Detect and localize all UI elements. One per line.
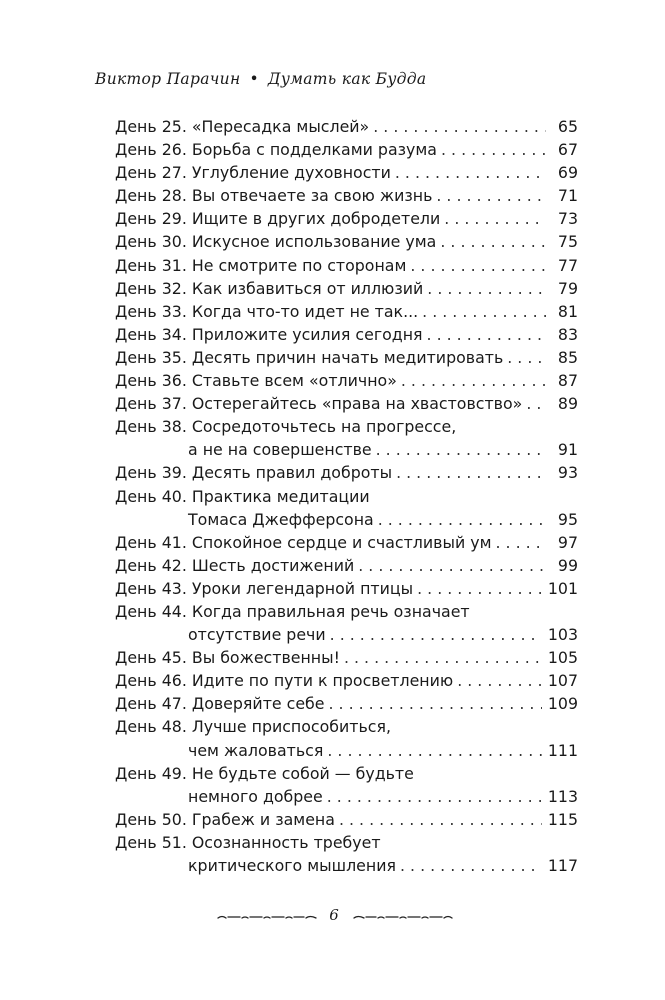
- dot-leader: [376, 438, 546, 461]
- left-ornament-icon: [216, 912, 318, 922]
- toc-entry-continuation: [115, 739, 578, 762]
- toc-entry-line: [115, 600, 578, 623]
- toc-page-number: 73: [557, 209, 578, 229]
- toc-entry-title: День 35. Десять причин начать медитировать: [115, 347, 504, 367]
- toc-page-number: 81: [557, 301, 578, 321]
- toc-page-number: 107: [547, 671, 578, 691]
- toc-entry-line: [115, 577, 578, 600]
- toc-entry-title: отсутствие речи: [188, 625, 326, 645]
- toc-page-number: 113: [547, 786, 578, 806]
- right-ornament-icon: [352, 912, 454, 922]
- toc-page-number: 99: [557, 555, 578, 575]
- toc-entry-title: День 25. «Пересадка мыслей»: [115, 117, 370, 136]
- running-header: [95, 70, 426, 88]
- toc-entry-title: День 49. Не будьте собой — будьте: [115, 763, 414, 783]
- toc-page-number: 79: [557, 278, 578, 298]
- toc-page-number: 103: [547, 625, 578, 645]
- dot-leader: [339, 808, 542, 831]
- toc-page-number: 105: [547, 648, 578, 668]
- toc-entry-line: [115, 831, 578, 854]
- toc-page-number: 91: [557, 440, 578, 460]
- toc-entry-title: День 39. Десять правил доброты: [115, 463, 393, 483]
- dot-leader: [507, 346, 546, 369]
- table-of-contents: [115, 115, 578, 877]
- toc-entry: [115, 115, 578, 138]
- toc-entry-title: День 47. Доверяйте себе: [115, 694, 325, 714]
- toc-entry: [115, 392, 578, 415]
- toc-entry-title: а не на совершенстве: [188, 440, 372, 460]
- dot-leader: [358, 554, 546, 577]
- toc-entry-title: Томаса Джефферсона: [188, 509, 374, 529]
- header-book-title: Думать как Будда: [267, 70, 427, 88]
- dot-leader: [327, 785, 542, 808]
- toc-entry-title: День 50. Грабеж и замена: [115, 809, 335, 829]
- toc-entry-title: День 48. Лучше приспособиться,: [115, 717, 391, 737]
- toc-entry-title: День 36. Ставьте всем «отлично»: [115, 371, 397, 391]
- dot-leader: [378, 508, 546, 531]
- dot-leader: [401, 369, 546, 392]
- toc-entry-line: [115, 369, 578, 392]
- dot-leader: [496, 531, 546, 554]
- toc-entry-line: [115, 692, 578, 715]
- toc-page-number: 111: [547, 740, 578, 760]
- toc-entry: [115, 415, 578, 461]
- toc-entry: [115, 254, 578, 277]
- dot-leader: [395, 161, 546, 184]
- dot-leader: [526, 392, 546, 415]
- toc-entry: [115, 369, 578, 392]
- toc-page-number: 89: [557, 394, 578, 414]
- toc-entry-continuation: [115, 508, 578, 531]
- header-author: Виктор Парачин: [95, 70, 241, 88]
- toc-page-number: 75: [557, 232, 578, 252]
- dot-leader: [444, 207, 546, 230]
- dot-leader: [327, 739, 541, 762]
- toc-entry-line: [115, 254, 578, 277]
- toc-page-number: 95: [557, 509, 578, 529]
- toc-entry-title: критического мышления: [188, 856, 396, 875]
- dot-leader: [373, 115, 546, 138]
- toc-entry-title: День 42. Шесть достижений: [115, 555, 355, 575]
- toc-page-number: 69: [557, 163, 578, 183]
- toc-page-number: 101: [547, 578, 578, 598]
- toc-entry: [115, 184, 578, 207]
- toc-entry-line: [115, 277, 578, 300]
- toc-page-number: 117: [547, 856, 578, 875]
- page-footer: [0, 906, 665, 928]
- toc-page-number: 77: [557, 255, 578, 275]
- toc-entry-title: День 27. Углубление духовности: [115, 163, 391, 183]
- toc-entry-title: День 32. Как избавиться от иллюзий: [115, 278, 424, 298]
- dot-leader: [427, 323, 546, 346]
- toc-entry-title: День 45. Вы божественны!: [115, 648, 340, 668]
- toc-page-number: 109: [547, 694, 578, 714]
- dot-leader: [410, 254, 546, 277]
- toc-entry: [115, 554, 578, 577]
- toc-entry-continuation: [115, 854, 578, 877]
- dot-leader: [330, 623, 542, 646]
- toc-page-number: 67: [557, 140, 578, 160]
- toc-page-number: 85: [557, 347, 578, 367]
- toc-entry-title: День 38. Сосредоточьтесь на прогрессе,: [115, 417, 457, 437]
- toc-entry: [115, 323, 578, 346]
- toc-entry: [115, 346, 578, 369]
- toc-entry-line: [115, 138, 578, 161]
- toc-entry-title: День 26. Борьба с подделками разума: [115, 140, 437, 160]
- toc-entry-line: [115, 115, 578, 138]
- toc-entry-continuation: [115, 623, 578, 646]
- toc-page-number: 93: [557, 463, 578, 483]
- toc-entry-title: День 51. Осознанность требует: [115, 832, 381, 852]
- toc-entry-line: [115, 461, 578, 484]
- toc-entry: [115, 485, 578, 531]
- toc-entry: [115, 646, 578, 669]
- toc-entry-title: День 40. Практика медитации: [115, 486, 370, 506]
- toc-entry-line: [115, 161, 578, 184]
- toc-entry-line: [115, 323, 578, 346]
- toc-entry-title: День 29. Ищите в других добродетели: [115, 209, 441, 229]
- toc-entry-line: [115, 646, 578, 669]
- toc-page-number: 97: [557, 532, 578, 552]
- toc-entry-line: [115, 762, 578, 785]
- header-separator: •: [249, 70, 259, 88]
- dot-leader: [417, 577, 542, 600]
- toc-entry-line: [115, 207, 578, 230]
- toc-entry-continuation: [115, 438, 578, 461]
- toc-page-number: 87: [557, 371, 578, 391]
- dot-leader: [396, 461, 546, 484]
- dot-leader: [329, 692, 542, 715]
- toc-entry-title: День 30. Искусное использование ума: [115, 232, 437, 252]
- toc-entry-title: чем жаловаться: [188, 740, 324, 760]
- toc-entry: [115, 692, 578, 715]
- toc-entry: [115, 831, 578, 877]
- toc-entry: [115, 669, 578, 692]
- toc-entry-title: День 44. Когда правильная речь означает: [115, 601, 470, 621]
- toc-entry-line: [115, 392, 578, 415]
- toc-entry-line: [115, 554, 578, 577]
- toc-entry-title: День 43. Уроки легендарной птицы: [115, 578, 414, 598]
- toc-page-number: 83: [557, 324, 578, 344]
- page-number: 6: [329, 906, 339, 924]
- dot-leader: [400, 854, 542, 877]
- toc-entry-title: немного добрее: [188, 786, 323, 806]
- toc-entry-line: [115, 531, 578, 554]
- toc-entry-line: [115, 715, 578, 738]
- toc-entry-line: [115, 346, 578, 369]
- dot-leader: [422, 300, 546, 323]
- dot-leader: [457, 669, 542, 692]
- toc-entry-line: [115, 485, 578, 508]
- toc-entry: [115, 207, 578, 230]
- toc-entry-line: [115, 669, 578, 692]
- toc-entry: [115, 230, 578, 253]
- toc-entry-continuation: [115, 785, 578, 808]
- toc-entry: [115, 808, 578, 831]
- toc-entry: [115, 277, 578, 300]
- dot-leader: [441, 138, 546, 161]
- toc-entry: [115, 762, 578, 808]
- toc-entry: [115, 577, 578, 600]
- toc-entry-title: День 31. Не смотрите по сторонам: [115, 255, 407, 275]
- toc-entry: [115, 461, 578, 484]
- toc-entry: [115, 600, 578, 646]
- dot-leader: [427, 277, 546, 300]
- dot-leader: [344, 646, 542, 669]
- toc-entry: [115, 531, 578, 554]
- toc-entry: [115, 138, 578, 161]
- toc-entry-line: [115, 415, 578, 438]
- toc-entry-title: День 34. Приложите усилия сегодня: [115, 324, 423, 344]
- toc-entry-title: День 33. Когда что-то идет не так...: [115, 301, 419, 321]
- toc-entry-line: [115, 808, 578, 831]
- toc-entry-line: [115, 184, 578, 207]
- toc-entry-line: [115, 300, 578, 323]
- dot-leader: [440, 230, 546, 253]
- toc-entry: [115, 715, 578, 761]
- toc-entry-title: День 41. Спокойное сердце и счастливый ум: [115, 532, 492, 552]
- toc-page-number: 115: [547, 809, 578, 829]
- toc-page-number: 65: [557, 117, 578, 136]
- toc-entry: [115, 300, 578, 323]
- toc-entry-title: День 37. Остерегайтесь «права на хвастовство»: [115, 394, 523, 414]
- toc-entry-title: День 46. Идите по пути к просветлению: [115, 671, 454, 691]
- dot-leader: [436, 184, 546, 207]
- toc-page-number: 71: [557, 186, 578, 206]
- toc-entry-line: [115, 230, 578, 253]
- toc-entry: [115, 161, 578, 184]
- toc-entry-title: День 28. Вы отвечаете за свою жизнь: [115, 186, 433, 206]
